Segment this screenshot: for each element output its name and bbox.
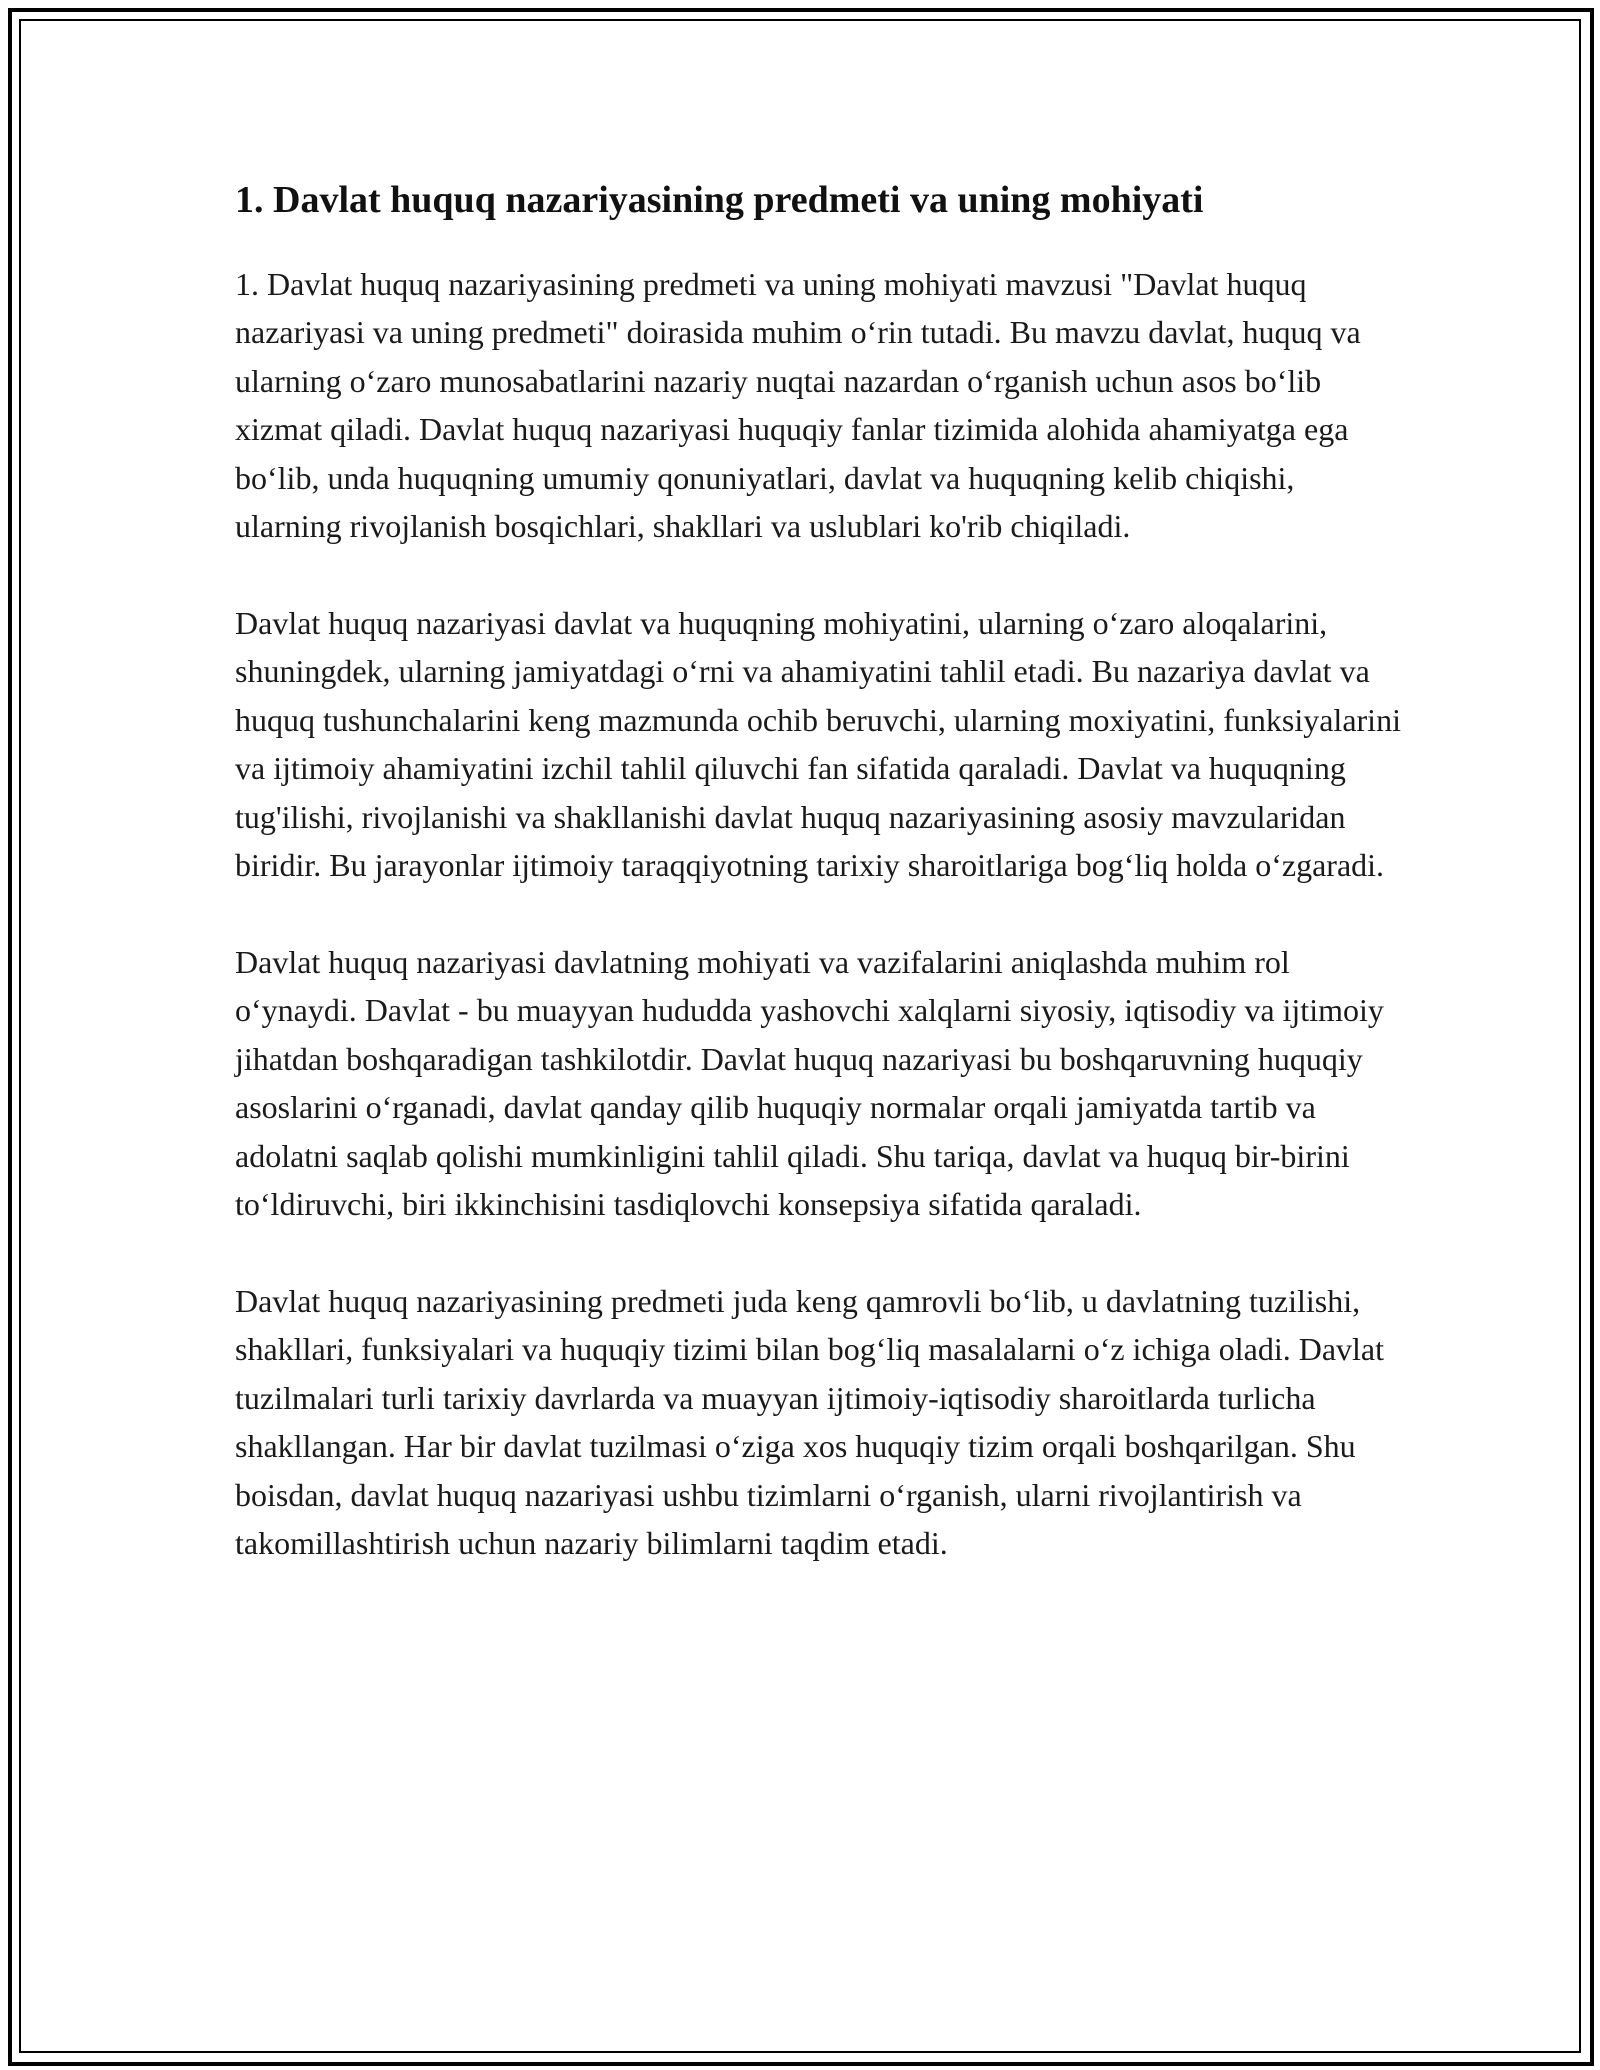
paragraph-1: 1. Davlat huquq nazariyasining predmeti va uning mohiyati mavzusi "Davlat huquq nazariyasi va uning predmeti" doirasida muhim o‘rin tutadi. Bu mavzu davlat, huquq va ularning o‘zaro munosabatlarini nazariy nuqtai nazardan o‘rganish uchun asos bo‘lib xizmat qiladi. Davlat huquq nazariyasi huquqiy fanlar tizimida alohida ahamiyatga ega bo‘lib, unda huquqning umumiy qonuniyatlari, davlat va huquqning kelib chiqishi, ularning rivojlanish bosqichlari, shakllari va uslublari ko'rib chiqiladi.: [235, 265, 1361, 545]
paragraph-4: Davlat huquq nazariyasining predmeti juda keng qamrovli bo‘lib, u davlatning tuzilishi, shakllari, funksiyalari va huquqiy tizimi bilan bog‘liq masalalarni o‘z ichiga oladi. Davlat tuzilmalari turli tarixiy davrlarda va muayyan ijtimoiy-iqtisodiy sharoitlarda turlicha shakllangan. Har bir davlat tuzilmasi o‘ziga xos huquqiy tizim orqali boshqarilgan. Shu boisdan, davlat huquq nazariyasi ushbu tizimlarni o‘rganish, ularni rivojlantirish va takomillashtirish uchun nazariy bilimlarni taqdim etadi.: [235, 1282, 1385, 1562]
paragraph-2: Davlat huquq nazariyasi davlat va huquqning mohiyatini, ularning o‘zaro aloqalarini, shuningdek, ularning jamiyatdagi o‘rni va ahamiyatini tahlil etadi. Bu nazariya davlat va huquq tushunchalarini keng mazmunda ochib beruvchi, ularning moxiyatini, funksiyalarini va ijtimoiy ahamiyatini izchil tahlil qiluvchi fan sifatida qaraladi. Davlat va huquqning tug'ilishi, rivojlanishi va shakllanishi davlat huquq nazariyasining asosiy mavzularidan biridir. Bu jarayonlar ijtimoiy taraqqiyotning tarixiy sharoitlariga bog‘liq holda o‘zgaradi.: [235, 604, 1401, 884]
paragraph-3: Davlat huquq nazariyasi davlatning mohiyati va vazifalarini aniqlashda muhim rol o‘ynaydi. Davlat - bu muayyan hududda yashovchi xalqlarni siyosiy, iqtisodiy va ijtimoiy jihatdan boshqaradigan tashkilotdir. Davlat huquq nazariyasi bu boshqaruvning huquqiy asoslarini o‘rganadi, davlat qanday qilib huquqiy normalar orqali jamiyatda tartib va adolatni saqlab qolishi mumkinligini tahlil qiladi. Shu tariqa, davlat va huquq bir-birini to‘ldiruvchi, biri ikkinchisini tasdiqlovchi konsepsiya sifatida qaraladi.: [235, 943, 1384, 1223]
document-content: [235, 178, 1405, 1616]
document-title: 1. Davlat huquq nazariyasining predmeti va uning mohiyati: [235, 179, 1204, 221]
